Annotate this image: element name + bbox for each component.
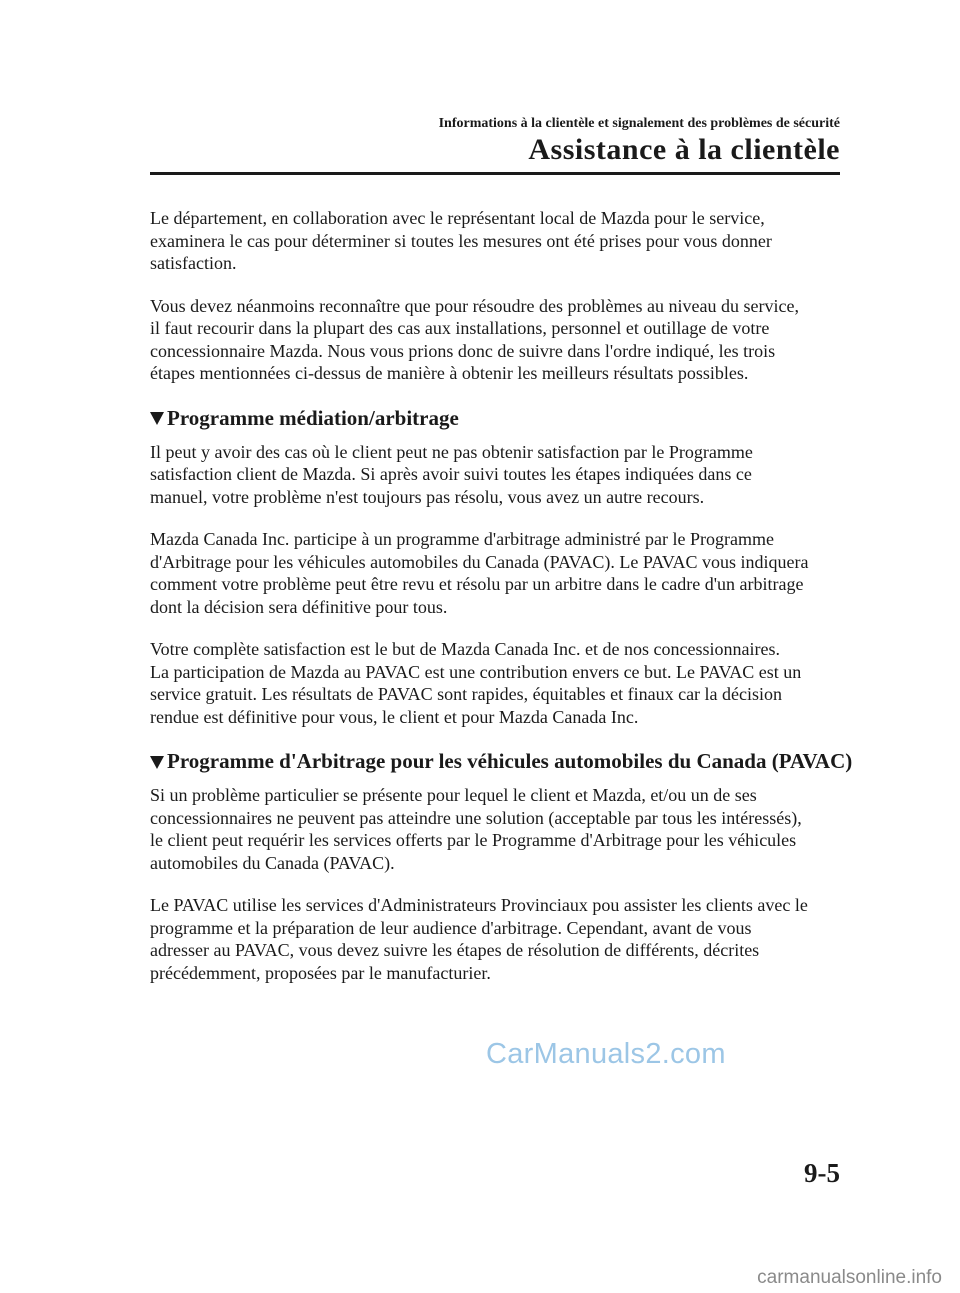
section-heading-text: Programme médiation/arbitrage <box>167 405 459 430</box>
section-heading-pavac <box>150 748 853 774</box>
text-line: étapes mentionnées ci-dessus de manière à obtenir les meilleurs résultats possibles. <box>150 363 749 383</box>
text-line: le client peut requérir les services offerts par le Programme d'Arbitrage pour les véhicules <box>150 830 797 850</box>
section-heading-mediation <box>150 405 850 431</box>
footer-watermark: carmanualsonline.info <box>757 1267 942 1288</box>
text-line: il faut recourir dans la plupart des cas aux installations, personnel et outillage de votre <box>150 318 770 338</box>
paragraph-6 <box>150 784 850 874</box>
text-line: concessionnaires ne peuvent pas atteindre une solution (acceptable par tous les intéressés), <box>150 807 802 828</box>
text-line: Le PAVAC utilise les services d'Administrateurs Provinciaux pou assister les clients avec le <box>150 895 808 915</box>
paragraph-7 <box>150 894 850 984</box>
triangle-down-icon <box>150 412 164 425</box>
paragraph-4 <box>150 528 850 618</box>
text-line: rendue est définitive pour vous, le client et pour Mazda Canada Inc. <box>150 706 639 727</box>
text-line: Votre complète satisfaction est le but de Mazda Canada Inc. et de nos concessionnaires. <box>150 639 780 659</box>
header-subtitle: Informations à la clientèle et signalement des problèmes de sécurité <box>438 116 840 131</box>
header-divider <box>150 172 840 175</box>
paragraph-5 <box>150 638 850 728</box>
section-heading-text: Programme d'Arbitrage pour les véhicules automobiles du Canada (PAVAC) <box>167 749 853 773</box>
triangle-down-icon <box>150 756 164 769</box>
text-line: examinera le cas pour déterminer si toutes les mesures ont été prises pour vous donner <box>150 230 772 251</box>
paragraph-1 <box>150 207 850 275</box>
text-line: précédemment, proposées par le manufacturier. <box>150 962 491 983</box>
text-line: Si un problème particulier se présente pour lequel le client et Mazda, et/ou un de ses <box>150 785 757 805</box>
text-line: manuel, votre problème n'est toujours pas résolu, vous avez un autre recours. <box>150 486 705 507</box>
text-line: programme et la préparation de leur audience d'arbitrage. Cependant, avant de vous <box>150 917 752 938</box>
text-line: La participation de Mazda au PAVAC est une contribution envers ce but. Le PAVAC est un <box>150 661 802 682</box>
text-line: adresser au PAVAC, vous devez suivre les étapes de résolution de différents, décrites <box>150 940 760 960</box>
text-line: dont la décision sera définitive pour tous. <box>150 596 448 617</box>
text-line: service gratuit. Les résultats de PAVAC sont rapides, équitables et finaux car la décision <box>150 684 783 704</box>
text-line: satisfaction client de Mazda. Si après avoir suivi toutes les étapes indiquées dans ce <box>150 464 752 484</box>
page-number: 9-5 <box>804 1158 840 1188</box>
text-line: Mazda Canada Inc. participe à un programme d'arbitrage administré par le Programme <box>150 529 774 549</box>
text-line: satisfaction. <box>150 253 237 273</box>
page-title: Assistance à la clientèle <box>528 133 840 166</box>
text-line: concessionnaire Mazda. Nous vous prions donc de suivre dans l'ordre indiqué, les trois <box>150 340 776 361</box>
paragraph-2 <box>150 295 850 385</box>
watermark-logo: CarManuals2.com <box>486 1038 726 1070</box>
text-line: Vous devez néanmoins reconnaître que pour résoudre des problèmes au niveau du service, <box>150 295 799 316</box>
text-line: Le département, en collaboration avec le représentant local de Mazda pour le service, <box>150 208 765 228</box>
text-line: Il peut y avoir des cas où le client peut ne pas obtenir satisfaction par le Programme <box>150 441 753 462</box>
text-line: automobiles du Canada (PAVAC). <box>150 852 395 873</box>
text-line: comment votre problème peut être revu et résolu par un arbitre dans le cadre d'un arbitrage <box>150 574 804 594</box>
page-content <box>150 207 853 1004</box>
text-line: d'Arbitrage pour les véhicules automobiles du Canada (PAVAC). Le PAVAC vous indiquera <box>150 551 809 572</box>
paragraph-3 <box>150 441 850 509</box>
